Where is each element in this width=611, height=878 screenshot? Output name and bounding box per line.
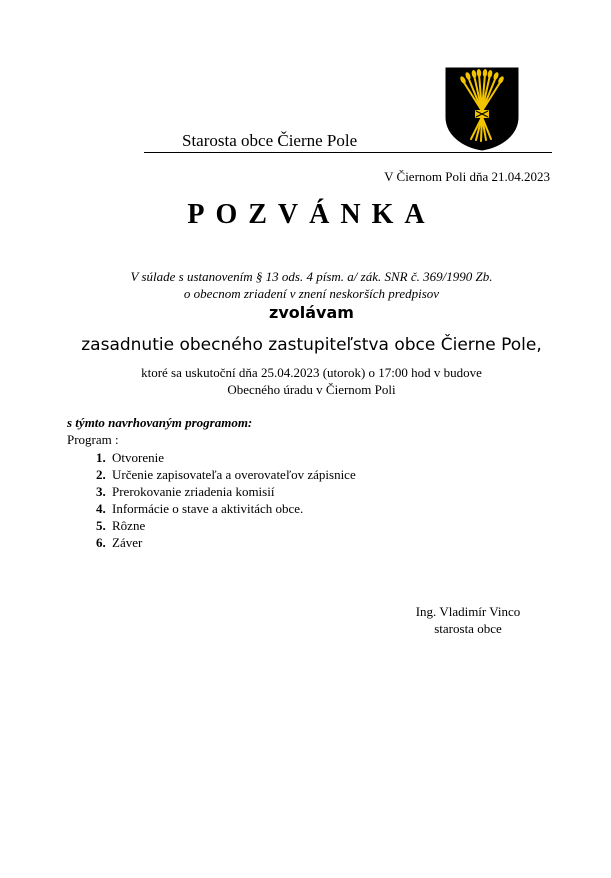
signatory-role: starosta obce xyxy=(434,621,502,636)
agenda-item-number: 4. xyxy=(96,501,106,516)
document-title: POZVÁNKA xyxy=(187,199,436,230)
agenda-item xyxy=(96,466,356,483)
agenda-item-number: 6. xyxy=(96,535,106,550)
agenda-item-number: 1. xyxy=(96,450,106,465)
legal-basis-line: V súlade s ustanovením § 13 ods. 4 písm. a/ zák. SNR č. 369/1990 Zb. xyxy=(130,269,493,284)
convene-word: zvolávam xyxy=(269,303,354,322)
header-title: Starosta obce Čierne Pole xyxy=(182,131,358,150)
signature-block xyxy=(398,603,538,637)
agenda-item xyxy=(96,449,356,466)
agenda-item-number: 2. xyxy=(96,467,106,482)
program-intro: s týmto navrhovaným programom: xyxy=(67,415,253,430)
agenda-item-text: Záver xyxy=(112,535,143,550)
agenda-item-text: Otvorenie xyxy=(112,450,164,465)
header-divider xyxy=(144,152,552,153)
meeting-details-line: Obecného úradu v Čiernom Poli xyxy=(227,382,396,397)
agenda-item xyxy=(96,534,356,551)
meeting-details xyxy=(0,364,611,398)
agenda-item xyxy=(96,483,356,500)
agenda-item xyxy=(96,500,356,517)
agenda-list xyxy=(96,449,356,551)
agenda-item-text: Určenie zapisovateľa a overovateľov zápisnice xyxy=(112,467,356,482)
meeting-title: zasadnutie obecného zastupiteľstva obce Čierne Pole, xyxy=(81,335,542,355)
meeting-details-line: ktoré sa uskutoční dňa 25.04.2023 (utorok) o 17:00 hod v budove xyxy=(141,365,482,380)
agenda-item-text: Prerokovanie zriadenia komisií xyxy=(112,484,275,499)
agenda-item-text: Informácie o stave a aktivitách obce. xyxy=(112,501,304,516)
agenda-item-text: Rôzne xyxy=(112,518,146,533)
legal-basis xyxy=(0,268,611,302)
signatory-name: Ing. Vladimír Vinco xyxy=(415,604,521,619)
program-label: Program : xyxy=(67,432,119,447)
place-and-date: V Čiernom Poli dňa 21.04.2023 xyxy=(384,169,550,184)
coat-of-arms-icon xyxy=(445,67,519,151)
agenda-item-number: 3. xyxy=(96,484,106,499)
legal-basis-line: o obecnom zriadení v znení neskorších predpisov xyxy=(183,286,440,301)
agenda-item xyxy=(96,517,356,534)
agenda-item-number: 5. xyxy=(96,518,106,533)
